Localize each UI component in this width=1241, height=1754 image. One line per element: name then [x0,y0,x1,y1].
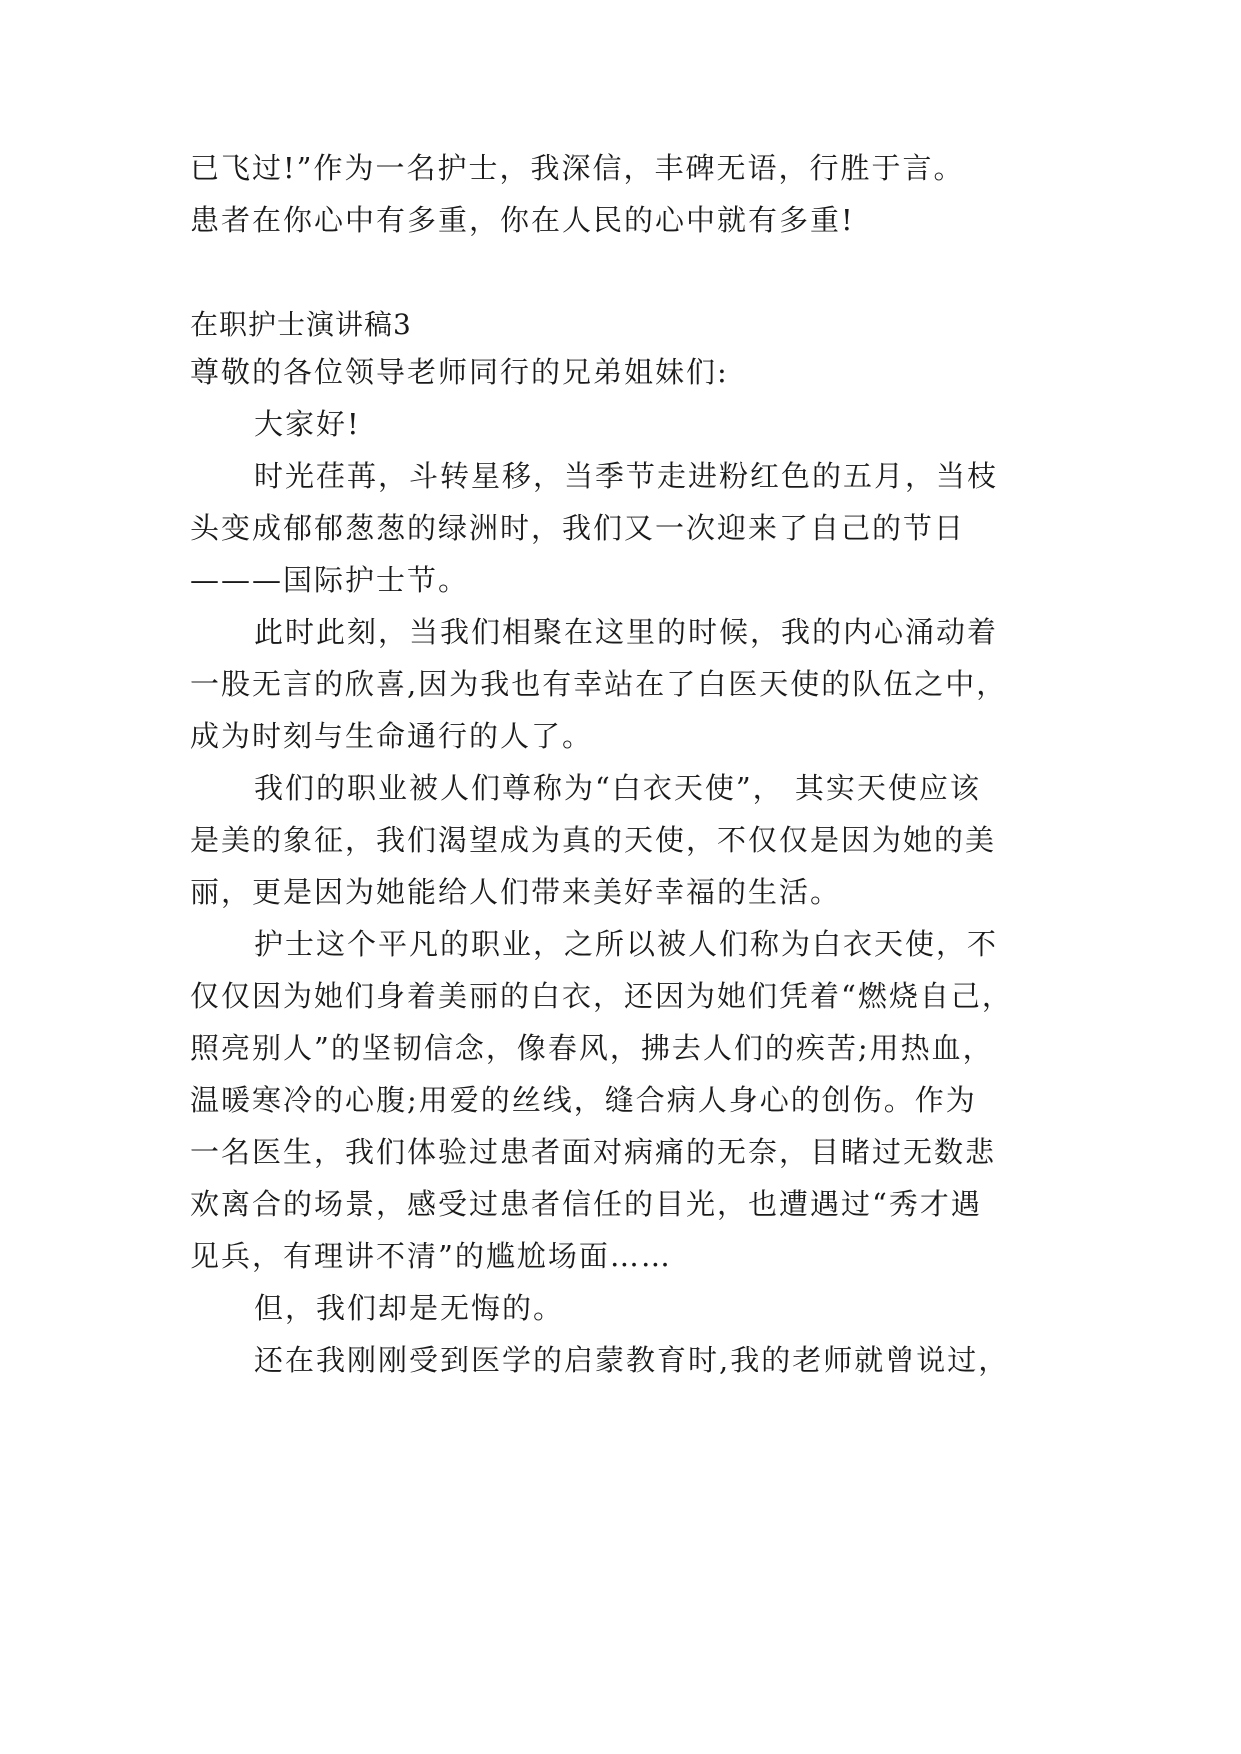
paragraph-2-line-1: 此时此刻，当我们相聚在这里的时候，我的内心涌动着 [254,615,999,649]
intro-line-1: 已飞过!”作为一名护士，我深信，丰碑无语，行胜于言。 [190,151,965,185]
intro-line-2: 患者在你心中有多重，你在人民的心中就有多重! [190,203,855,237]
paragraph-3-line-2: 是美的象征，我们渴望成为真的天使，不仅仅是因为她的美 [190,823,997,857]
paragraph-4-line-5: 一名医生，我们体验过患者面对病痛的无奈，目睹过无数悲 [190,1135,997,1169]
paragraph-1-line-2: 头变成郁郁葱葱的绿洲时，我们又一次迎来了自己的节日 [190,511,966,545]
paragraph-4-line-7: 见兵，有理讲不清”的尴尬场面…… [190,1239,672,1273]
paragraph-3-line-3: 丽，更是因为她能给人们带来美好幸福的生活。 [190,875,842,909]
paragraph-2-line-3: 成为时刻与生命通行的人了。 [190,719,594,753]
paragraph-4-line-6: 欢离合的场景，感受过患者信任的目光，也遭遇过“秀才遇 [190,1187,982,1221]
paragraph-3-line-1: 我们的职业被人们尊称为“白衣天使”， 其实天使应该 [254,771,981,805]
salutation: 尊敬的各位领导老师同行的兄弟姐妹们: [190,355,729,389]
section-title: 在职护士演讲稿3 [190,308,412,341]
greeting: 大家好! [254,407,361,441]
paragraph-1-line-3: ———国际护士节。 [190,563,470,597]
paragraph-4-line-2: 仅仅因为她们身着美丽的白衣，还因为她们凭着“燃烧自己， [190,979,1013,1013]
paragraph-5-line-1: 但，我们却是无悔的。 [254,1291,565,1325]
paragraph-4-line-4: 温暖寒冷的心腹;用爱的丝线，缝合病人身心的创伤。作为 [190,1083,977,1117]
paragraph-1-line-1: 时光荏苒，斗转星移，当季节走进粉红色的五月，当枝 [254,459,999,493]
paragraph-6-line-1: 还在我刚刚受到医学的启蒙教育时,我的老师就曾说过， [254,1343,1010,1377]
paragraph-2-line-2: 一股无言的欣喜,因为我也有幸站在了白医天使的队伍之中， [190,667,1008,701]
paragraph-4-line-3: 照亮别人”的坚韧信念，像春风，拂去人们的疾苦;用热血， [190,1031,994,1065]
paragraph-4-line-1: 护士这个平凡的职业，之所以被人们称为白衣天使，不 [254,927,999,961]
